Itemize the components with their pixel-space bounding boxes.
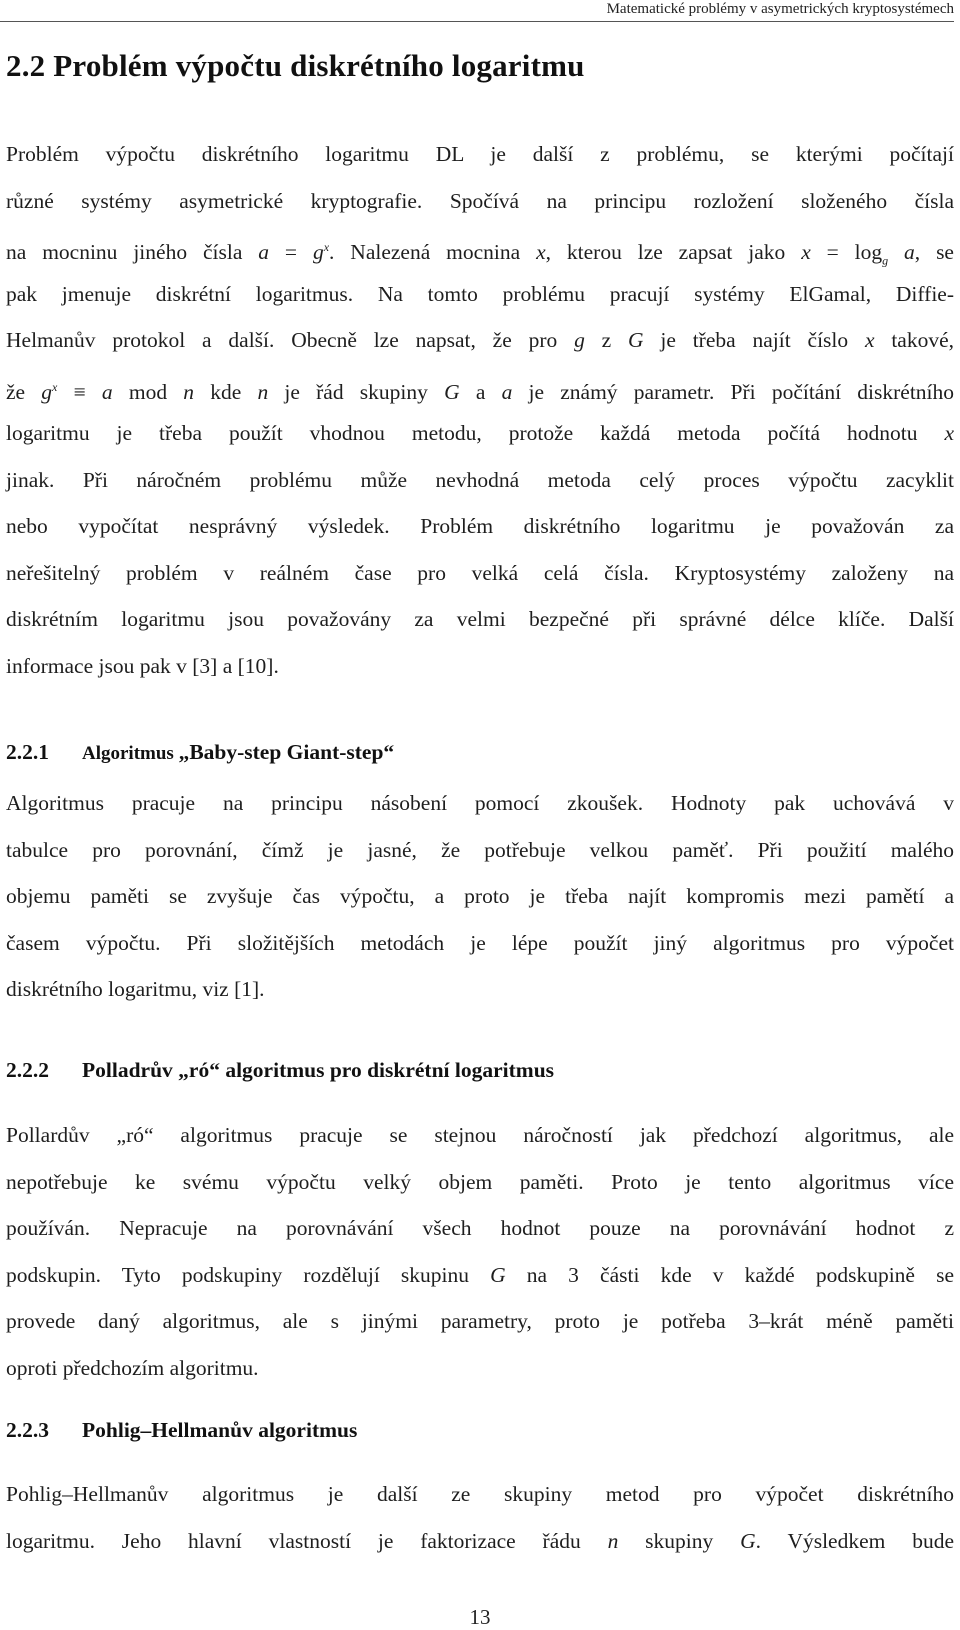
paragraph-line: Problém výpočtu diskrétního logaritmu DL je další z problému, se kterými počítají: [6, 142, 954, 166]
paragraph-line: objemu paměti se zvyšuje čas výpočtu, a proto je třeba najít kompromis mezi pamětí a: [6, 884, 954, 908]
paragraph-line: nepotřebuje ke svému výpočtu velký objem paměti. Proto je tento algoritmus více: [6, 1169, 954, 1194]
paragraph-line: oproti předchozím algoritmu.: [6, 1355, 259, 1380]
section-heading-text: 2.2 Problém výpočtu diskrétního logaritmu: [6, 48, 585, 83]
paragraph-line: jinak. Při náročném problému může nevhodná metoda celý proces výpočtu zacyklit: [6, 467, 954, 492]
subsection-paragraph-2-2-2: [6, 1112, 954, 1391]
paragraph-line: diskrétním logaritmu jsou považovány za velmi bezpečné při správné délce klíče. Další: [6, 607, 954, 631]
paragraph-line: Helmanův protokol a další. Obecně lze napsat, že pro g z G je třeba najít číslo x takové,: [6, 328, 955, 352]
page-number: 13: [469, 1605, 491, 1629]
subsection-paragraph-2-2-3: [6, 1471, 954, 1564]
paragraph-line: diskrétního logaritmu, viz [1].: [6, 977, 265, 1001]
paragraph-line: tabulce pro porovnání, čímž je jasné, že potřebuje velkou paměť. Při použití malého: [6, 837, 954, 862]
paragraph-line: že $g^x \equiv a$ mod n kde n je řád skupiny G a a je známý parametr. Při počítání diskrétního: [6, 379, 955, 404]
paragraph-line: nebo vypočítat nesprávný výsledek. Problém diskrétního logaritmu je považován za: [6, 514, 954, 538]
subsection-number: 2.2.2: [6, 1058, 49, 1082]
running-header: [0, 0, 954, 22]
section-heading: [6, 48, 585, 84]
paragraph-line: používán. Nepracuje na porovnávání všech hodnot pouze na porovnávání hodnot z: [6, 1216, 954, 1240]
subsection-paragraph-2-2-1: [6, 780, 954, 1013]
section-paragraph: [6, 131, 954, 689]
running-title: Matematické problémy v asymetrických kryptosystémech: [606, 1, 954, 17]
paragraph-line: Pohlig–Hellmanův algoritmus je další ze skupiny metod pro výpočet diskrétního: [6, 1482, 954, 1506]
paragraph-line: časem výpočtu. Při složitějších metodách je lépe použít jiný algoritmus pro výpočet: [6, 930, 954, 955]
subsection-heading-2-2-2: [6, 1058, 554, 1083]
paragraph-line: logaritmu. Jeho hlavní vlastností je faktorizace řádu n skupiny G. Výsledkem bude: [6, 1528, 954, 1553]
paragraph-line: Pollardův „ró“ algoritmus pracuje se stejnou náročností jak předchozí algoritmus, ale: [6, 1123, 954, 1147]
subsection-title: Polladrův „ró“ algoritmus pro diskrétní logaritmus: [82, 1058, 555, 1082]
subsection-heading-2-2-3: [6, 1418, 357, 1443]
paragraph-line: neřešitelný problém v reálném čase pro velká celá čísla. Kryptosystémy založeny na: [6, 560, 954, 585]
subsection-number: 2.2.3: [6, 1418, 49, 1442]
subsection-title-prefix: Algoritmus: [82, 743, 179, 764]
subsection-title: Pohlig–Hellmanův algoritmus: [82, 1418, 358, 1442]
paragraph-line: různé systémy asymetrické kryptografie. Spočívá na principu rozložení složeného čísla: [6, 188, 954, 213]
subsection-heading-2-2-1: [6, 740, 394, 765]
paragraph-line: informace jsou pak v [3] a [10].: [6, 653, 279, 678]
paragraph-line: pak jmenuje diskrétní logaritmus. Na tomto problému pracují systémy ElGamal, Diffie-: [6, 281, 954, 306]
paragraph-line: provede daný algoritmus, ale s jinými parametry, proto je potřeba 3–krát méně paměti: [6, 1309, 954, 1333]
paragraph-line: na mocninu jiného čísla $a = g^x$. Nalezená mocnina x, kterou lze zapsat jako $x = \log_g a$, se: [6, 240, 954, 268]
subsection-number: 2.2.1: [6, 740, 49, 764]
paragraph-line: podskupin. Tyto podskupiny rozdělují skupinu G na 3 části kde v každé podskupině se: [6, 1262, 955, 1287]
paragraph-line: logaritmu je třeba použít vhodnou metodu, protože každá metoda počítá hodnotu x: [6, 421, 954, 445]
paragraph-line: Algoritmus pracuje na principu násobení pomocí zkoušek. Hodnoty pak uchovává v: [6, 791, 954, 815]
subsection-title: „Baby-step Giant-step“: [178, 740, 395, 764]
